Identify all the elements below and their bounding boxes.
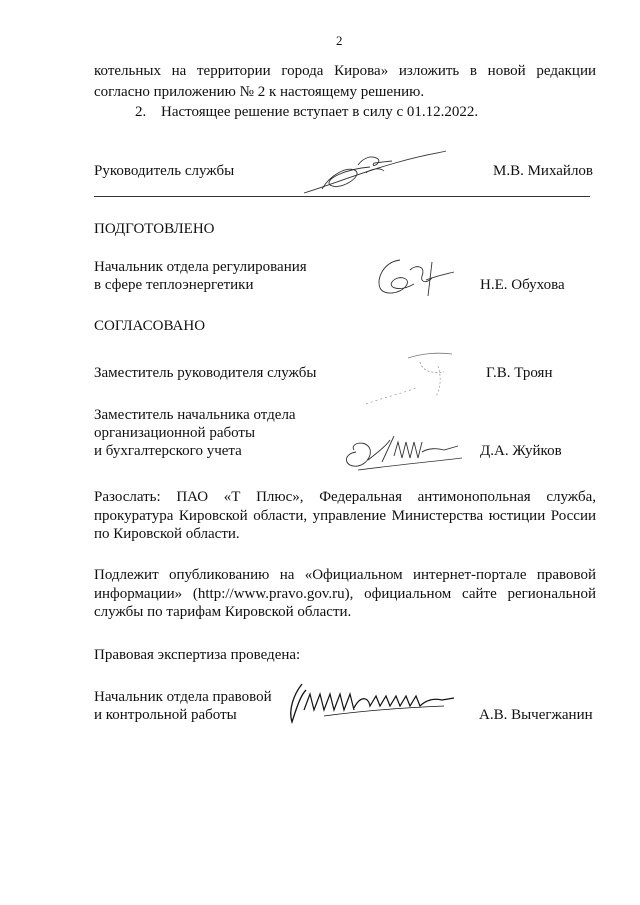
legal-position-line-2: и контрольной работы [94, 707, 237, 723]
deputy2-position-line-2: организационной работы [94, 425, 256, 441]
head-name: М.В. Михайлов [493, 163, 594, 179]
distribution-line-2: прокуратура Кировской области, управление Министерства юстиции России [94, 508, 596, 524]
publication-line-1: Подлежит опубликованию на «Официальном интернет-портале правовой [94, 567, 596, 583]
prepared-position-line-1: Начальник отдела регулирования [94, 259, 307, 275]
deputy2-position-line-3: и бухгалтерского учета [94, 443, 242, 459]
legal-name: А.В. Вычегжанин [479, 707, 593, 723]
deputy2-signature-image [338, 432, 468, 477]
head-title: Руководитель службы [94, 163, 235, 179]
distribution-line-1: Разослать: ПАО «Т Плюс», Федеральная антимонопольная служба, [94, 489, 596, 505]
prepared-position-line-2: в сфере теплоэнергетики [94, 277, 254, 293]
prepared-signature-image [370, 252, 460, 307]
distribution-line-3: по Кировской области. [94, 526, 240, 542]
prepared-heading: ПОДГОТОВЛЕНО [94, 221, 215, 237]
publication-line-3: службы по тарифам Кировской области. [94, 604, 352, 620]
item-2-number: 2. [135, 104, 147, 120]
legal-signature-image [284, 680, 464, 735]
page-number: 2 [336, 33, 343, 48]
paragraph-1-line-1: котельных на территории города Кирова» изложить в новой редакции [94, 63, 596, 79]
paragraph-1-line-2: согласно приложению № 2 к настоящему решению. [94, 84, 425, 100]
deputy-position: Заместитель руководителя службы [94, 365, 317, 381]
prepared-name: Н.Е. Обухова [480, 277, 565, 293]
publication-line-2: информации» (http://www.pravo.gov.ru), официальном сайте региональной [94, 586, 596, 602]
separator-line [94, 196, 590, 197]
legal-review-statement: Правовая экспертиза проведена: [94, 647, 301, 663]
deputy-name: Г.В. Троян [486, 365, 553, 381]
deputy2-position-line-1: Заместитель начальника отдела [94, 407, 296, 423]
agreed-heading: СОГЛАСОВАНО [94, 318, 206, 334]
deputy2-name: Д.А. Жуйков [480, 443, 562, 459]
item-2-text: Настоящее решение вступает в силу с 01.12.2022. [161, 104, 479, 120]
legal-position-line-1: Начальник отдела правовой [94, 689, 272, 705]
deputy-signature-image [360, 348, 470, 413]
